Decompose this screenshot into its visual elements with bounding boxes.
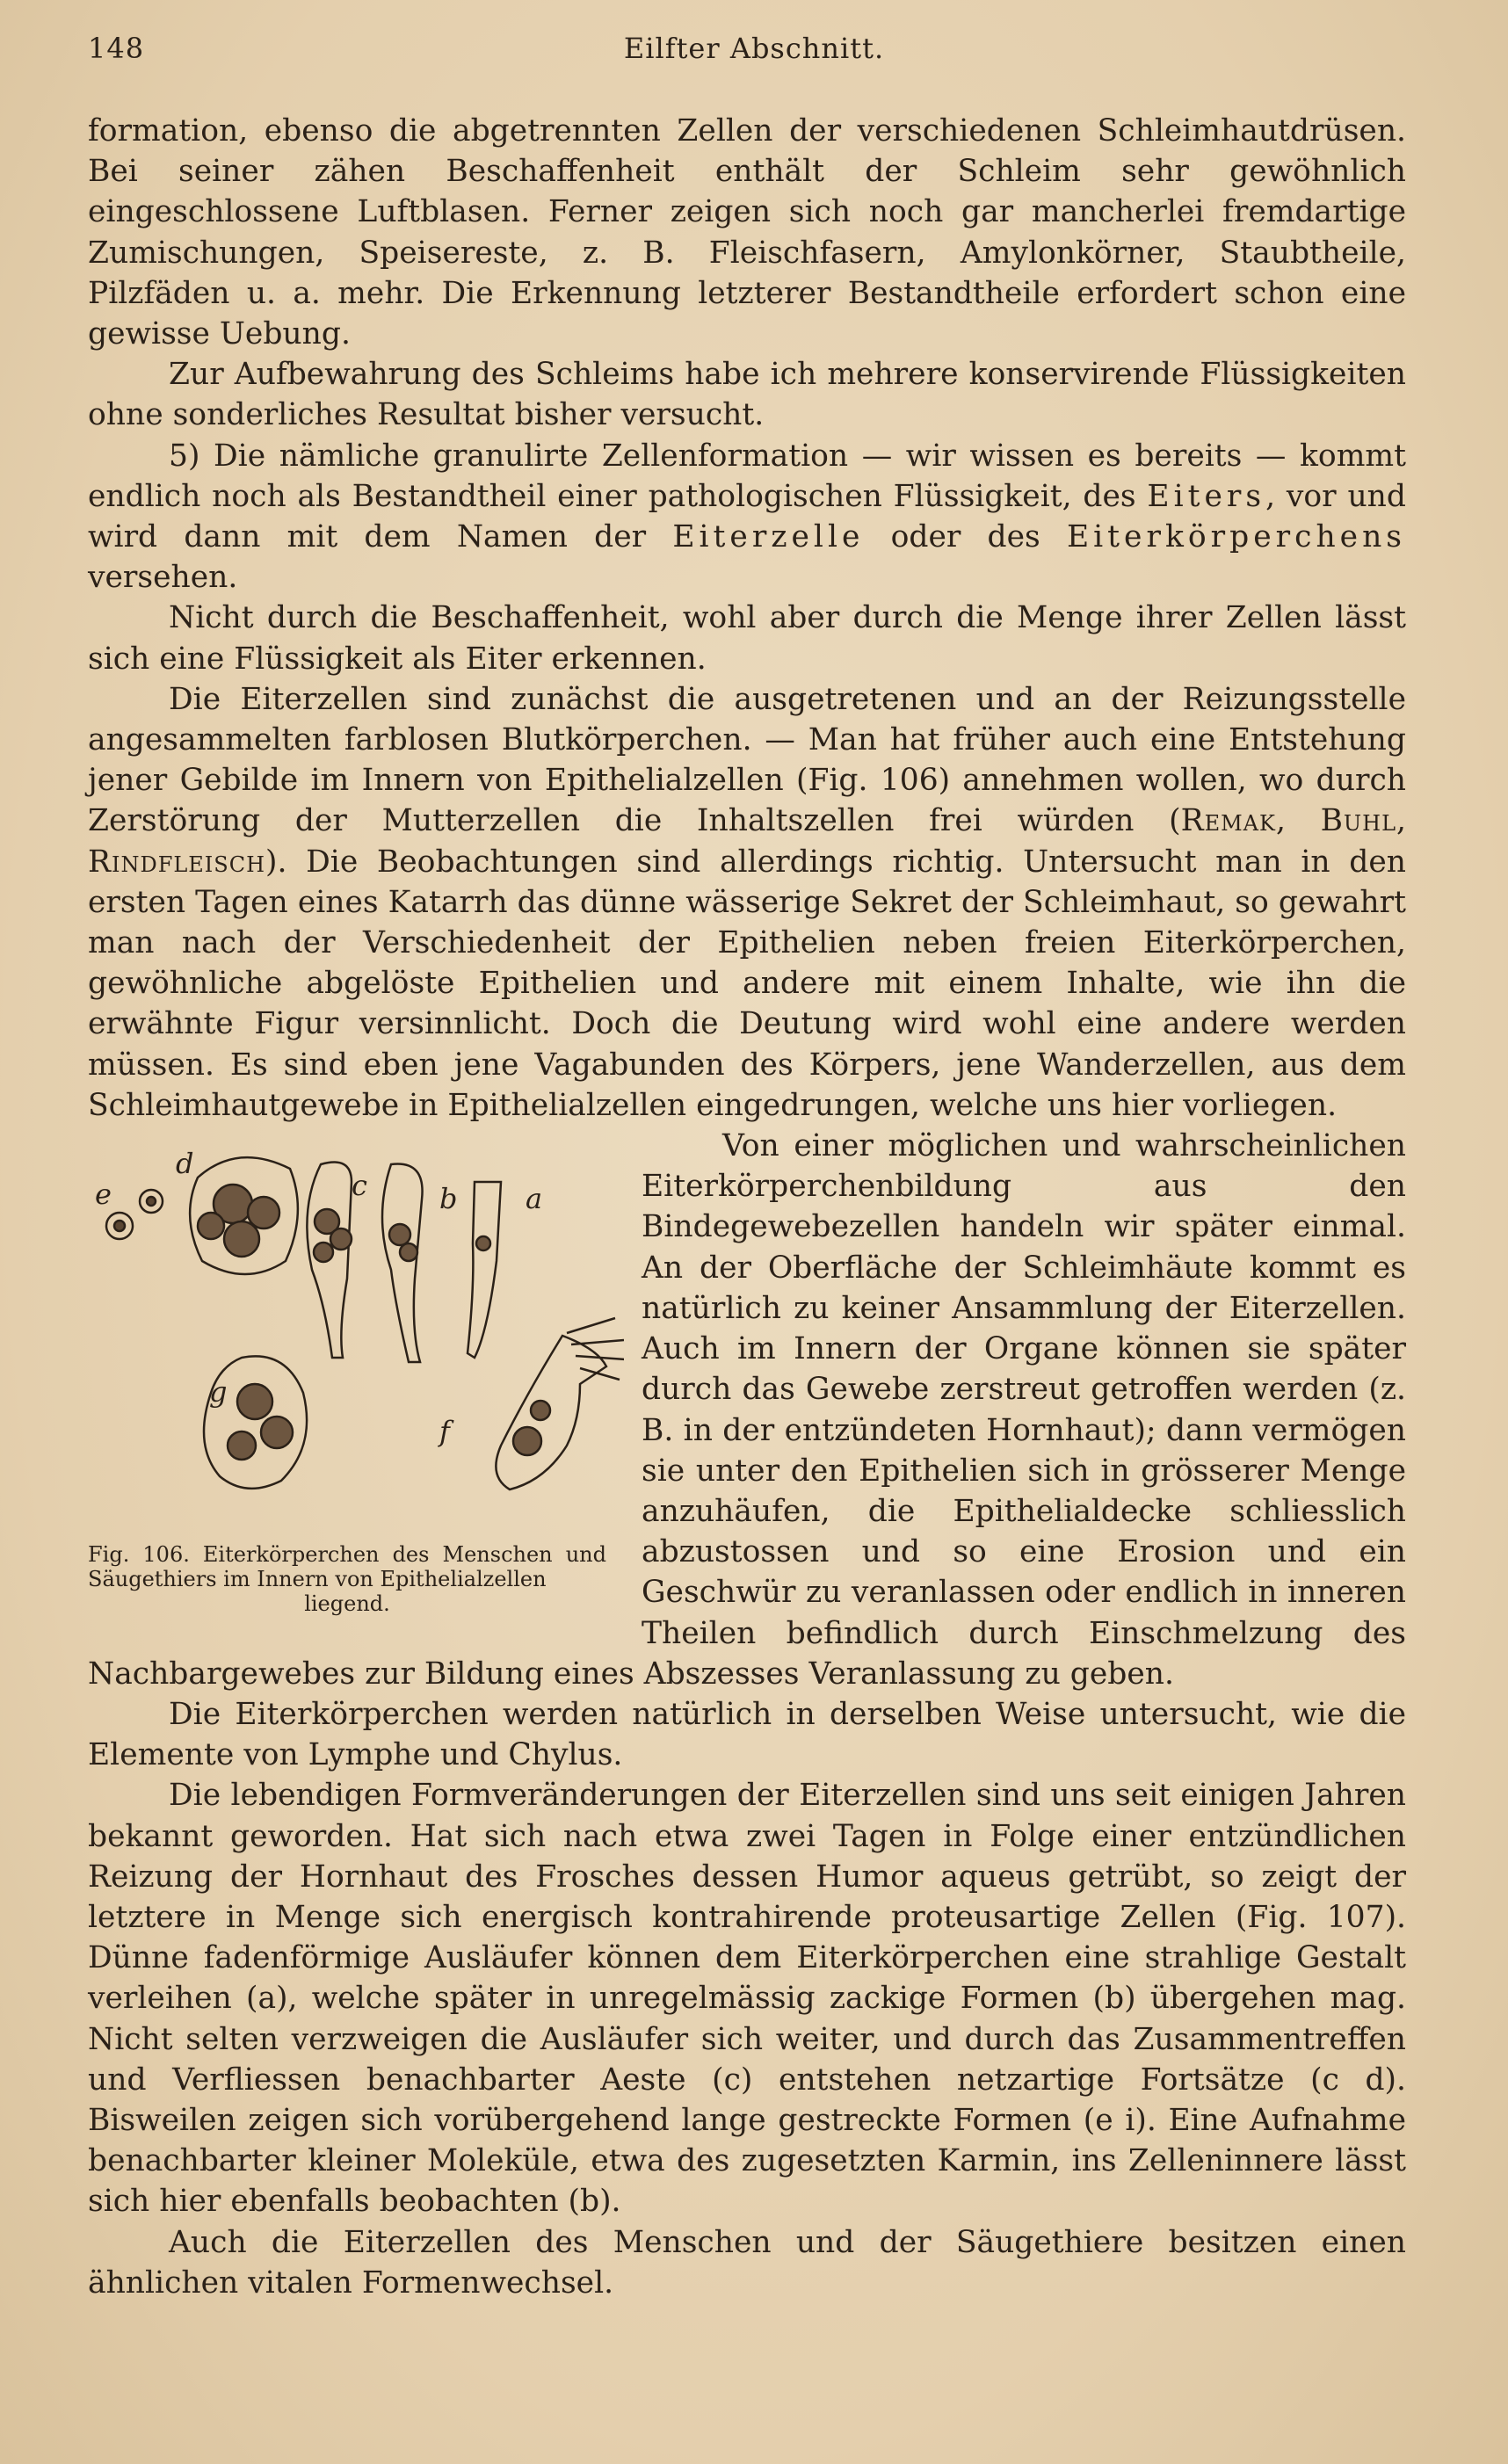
columnar-cell-a xyxy=(468,1182,501,1358)
author-buhl: Buhl xyxy=(1320,803,1397,839)
figure-label-b: b xyxy=(439,1182,458,1216)
figure-label-a: a xyxy=(526,1182,543,1216)
figure-caption-line-1: Fig. 106. Eiterkörperchen des Menschen und Säugethiers im Innern von Epithelialzellen xyxy=(88,1542,606,1592)
figure-label-g: g xyxy=(209,1375,228,1410)
paragraph-7: Die Eiterkörperchen werden natürlich in derselben Weise untersucht, wie die Elemente von Lymphe und Chylus. xyxy=(88,1696,1406,1773)
term-eiterkoerperchens: Eiterkörperchens xyxy=(1066,519,1407,555)
ciliated-cell-f xyxy=(496,1318,624,1489)
body-text xyxy=(88,111,1406,2303)
paragraph-2: Zur Aufbewahrung des Schleims habe ich mehrere konservirende Flüssigkeiten ohne sonderliches Resultat bisher versucht. xyxy=(88,357,1406,433)
author-remak: Remak xyxy=(1180,803,1276,839)
figure-label-d: d xyxy=(176,1147,194,1181)
columnar-cell-c xyxy=(307,1163,352,1359)
page-number: 148 xyxy=(88,32,145,65)
paragraph-8: Die lebendigen Formveränderungen der Eiterzellen sind uns seit einigen Jahren bekannt geworden. Hat sich nach etwa zwei Tagen in Folge einer entzündlichen Reizung der Hornhaut des Frosches dessen Humor aqueus getrübt, so zeigt der letztere in Menge sich energisch kontrahirende proteusartige Zellen (Fig. 107). Dünne fadenförmige Ausläufer können dem Eiterkörperchen eine strahlige Gestalt verleihen (a), welche später in unregelmässig zackige Formen (b) übergehen mag. Nicht selten verzweigen die Ausläufer sich weiter, und durch das Zusammentreffen und Verfliessen benachbarter Aeste (c) entstehen netzartige Fortsätze (c d). Bisweilen zeigen sich vorübergehend lange gestreckte Formen (e i). Eine Aufnahme benachbarter kleiner Moleküle, etwa des zugesetzten Karmin, ins Zelleninnere lässt sich hier ebenfalls beobachten (b). xyxy=(88,1778,1406,2220)
running-title: Eilfter Abschnitt. xyxy=(623,32,885,65)
paragraph-3: 5) Die nämliche granulirte Zellenformation — wir wissen es bereits — kommt endlich noch als Bestandtheil einer pathologischen Flüssigkeit, des Eiters, vor und wird dann mit dem Namen der Eiterzelle oder des Eiterkörperchens versehen. xyxy=(88,438,1407,596)
figure-106 xyxy=(88,1129,624,1652)
figure-caption-line-2: liegend. xyxy=(304,1591,390,1617)
figure-label-e: e xyxy=(95,1178,112,1212)
paragraph-5: Die Eiterzellen sind zunächst die ausgetretenen und an der Reizungsstelle angesammelten farblosen Blutkörperchen. — Man hat früher auch eine Entstehung jener Gebilde im Innern von Epithelialzellen (Fig. 106) annehmen wollen, wo durch Zerstörung der Mutterzellen die Inhaltszellen frei würden (Remak, Buhl, Rindfleisch). Die Beobachtungen sind allerdings richtig. Untersucht man in den ersten Tagen eines Katarrh das dünne wässerige Sekret der Schleimhaut, so gewahrt man nach der Verschiedenheit der Epithelien neben freien Eiterkörperchen, gewöhnliche abgelöste Epithelien und andere mit einem Inhalte, wie ihn die erwähnte Figur versinnlicht. Doch die Deutung wird wohl eine andere werden müssen. Es sind eben jene Vagabunden des Körpers, jene Wanderzellen, aus dem Schleimhautgewebe in Epithelialzellen eingedrungen, welche uns hier vorliegen. xyxy=(88,681,1406,1123)
term-eiters: Eiters xyxy=(1147,478,1266,514)
paragraph-4: Nicht durch die Beschaffenheit, wohl aber durch die Menge ihrer Zellen lässt sich eine Flüssigkeit als Eiter erkennen. xyxy=(88,600,1406,677)
page-header xyxy=(88,32,1420,67)
columnar-cell-b xyxy=(382,1164,423,1363)
term-eiterzelle: Eiterzelle xyxy=(672,519,865,555)
figure-caption xyxy=(88,1542,606,1616)
paragraph-9: Auch die Eiterzellen des Menschen und der Säugethiere besitzen einen ähnlichen vitalen Formenwechsel. xyxy=(88,2224,1406,2301)
paragraph-1: formation, ebenso die abgetrennten Zellen der verschiedenen Schleimhautdrüsen. Bei seiner zähen Beschaffenheit enthält der Schleim sehr gewöhnlich eingeschlossene Luftblasen. Ferner zeigen sich noch gar mancherlei fremdartige Zumischungen, Speisereste, z. B. Fleischfasern, Amylonkörner, Staubtheile, Pilzfäden u. a. mehr. Die Erkennung letzterer Bestandtheile erfordert schon eine gewisse Uebung. xyxy=(88,113,1406,352)
author-rindfleisch: Rindfleisch xyxy=(88,844,266,880)
figure-label-c: c xyxy=(352,1169,367,1203)
free-eiter-cells-e xyxy=(106,1190,163,1239)
figure-106-illustration xyxy=(88,1129,624,1542)
paragraph-6: Von einer möglichen und wahrscheinlichen Eiterkörperchenbildung aus den Bindegewebezellen handeln wir später einmal. An der Oberfläche der Schleimhäute kommt es natürlich zu keiner Ansammlung der Eiterzellen. Auch im Innern der Organe können sie später durch das Gewebe zerstreut getroffen werden (z. B. in der entzündeten Hornhaut); dann vermögen sie unter den Epithelien sich in grösserer Menge anzuhäufen, die Epithelialdecke schliesslich abzustossen und so eine Erosion und ein Geschwür zu veranlassen oder endlich in inneren Theilen befindlich durch Einschmelzung des Nachbargewebes zur Bildung eines Abszesses Veranlassung zu geben. xyxy=(88,1128,1406,1692)
figure-label-f: f xyxy=(439,1415,450,1449)
epithelial-cell-d xyxy=(190,1157,298,1274)
